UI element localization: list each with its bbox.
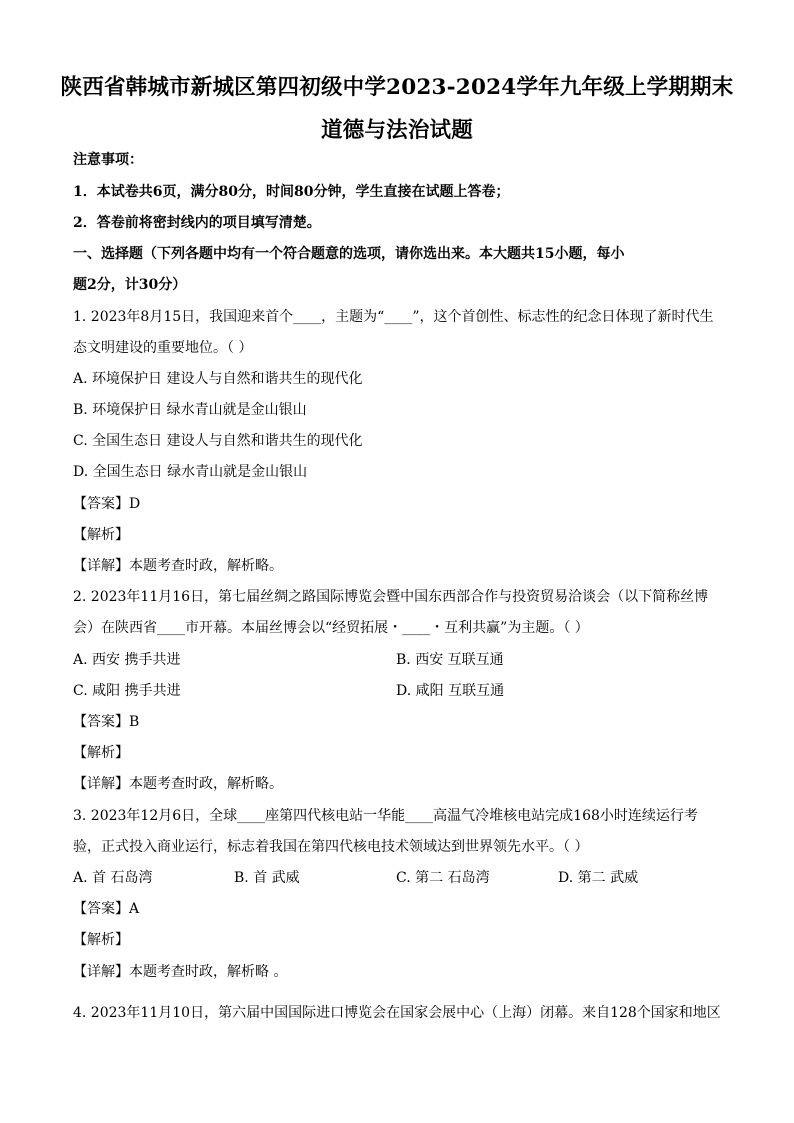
- question-3-option-b: B. 首 武威: [234, 870, 300, 886]
- exam-title-line1: 陕西省韩城市新城区第四初级中学2023-2024学年九年级上学期期末: [60, 75, 734, 100]
- question-2-option-b: B. 西安 互联互通: [396, 652, 504, 668]
- question-1-analysis: 【解析】: [73, 527, 129, 543]
- section-heading-line1: 一、选择题（下列各题中均有一个符合题意的选项，请你选出来。本大题共15小题，每小: [73, 246, 625, 262]
- notice-item-1: 1．本试卷共6页，满分80分，时间80分钟，学生直接在试题上答卷；: [73, 184, 510, 200]
- question-1-option-c: C. 全国生态日 建设人与自然和谐共生的现代化: [73, 433, 363, 449]
- exam-title-line2: 道德与法治试题: [321, 118, 473, 143]
- question-2-stem-line1: 2. 2023年11月16日，第七届丝绸之路国际博览会暨中国东西部合作与投资贸易洽谈会（以下简称丝博: [73, 589, 709, 605]
- question-3-answer: 【答案】A: [73, 901, 140, 917]
- notice-item-2: 2．答卷前将密封线内的项目填写清楚。: [73, 215, 321, 231]
- question-2-answer: 【答案】B: [73, 714, 140, 730]
- question-3-stem-line2: 验，正式投入商业运行，标志着我国在第四代核电技术领域达到世界领先水平。（ ）: [73, 839, 589, 855]
- question-1-option-a: A. 环境保护日 建设人与自然和谐共生的现代化: [73, 371, 363, 387]
- question-3-option-d: D. 第二 武威: [558, 870, 639, 886]
- question-3-option-a: A. 首 石岛湾: [73, 870, 153, 886]
- question-1-option-d: D. 全国生态日 绿水青山就是金山银山: [73, 464, 308, 480]
- question-2-detail: 【详解】本题考查时政，解析略。: [73, 776, 283, 792]
- question-2-option-a: A. 西安 携手共进: [73, 652, 181, 668]
- section-heading-line2: 题2分，计30分）: [73, 277, 187, 293]
- question-2-option-d: D. 咸阳 互联互通: [396, 683, 505, 699]
- question-4-stem-line1: 4. 2023年11月10日，第六届中国国际进口博览会在国家会展中心（上海）闭幕。来自128个国家和地区: [73, 1005, 721, 1021]
- question-1-detail: 【详解】本题考查时政，解析略。: [73, 558, 283, 574]
- question-1-stem-line1: 1. 2023年8月15日，我国迎来首个____，主题为“____”，这个首创性、标志性的纪念日体现了新时代生: [73, 309, 714, 325]
- question-2-option-c: C. 咸阳 携手共进: [73, 683, 181, 699]
- question-3-stem-line1: 3. 2023年12月6日，全球____座第四代核电站一华能____高温气冷堆核电站完成168小时连续运行考: [73, 808, 698, 824]
- question-3-option-c: C. 第二 石岛湾: [396, 870, 490, 886]
- question-1-answer: 【答案】D: [73, 496, 141, 512]
- question-3-analysis: 【解析】: [73, 932, 129, 948]
- notice-heading: 注意事项：: [73, 152, 143, 168]
- question-2-stem-line2: 会）在陕西省____市开幕。本届丝博会以“经贸拓展・____・互利共赢”为主题。（ ）: [73, 620, 589, 636]
- question-1-stem-line2: 态文明建设的重要地位。（ ）: [73, 340, 253, 356]
- question-1-option-b: B. 环境保护日 绿水青山就是金山银山: [73, 402, 307, 418]
- question-2-analysis: 【解析】: [73, 745, 129, 761]
- question-3-detail: 【详解】本题考查时政，解析略 。: [73, 964, 288, 980]
